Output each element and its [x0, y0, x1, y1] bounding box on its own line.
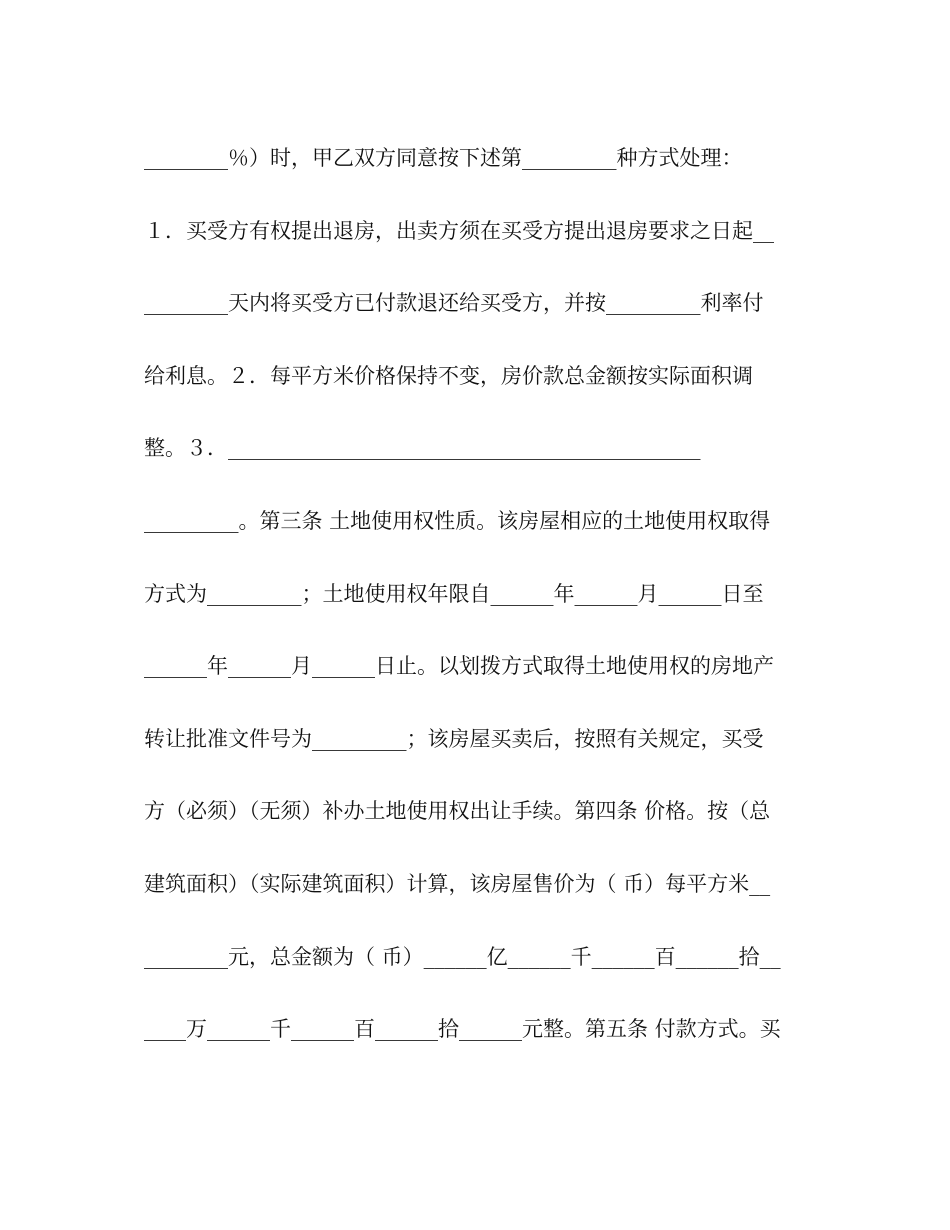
text-line-9: 转让批准文件号为_________；该房屋买卖后，按照有关规定，买受	[144, 726, 764, 751]
text-line-7: 方式为_________；土地使用权年限自______年______月______日至	[144, 581, 764, 606]
text-line-10: 方（必须）（无须）补办土地使用权出让手续。第四条 价格。按（总	[144, 799, 771, 824]
text-line-11: 建筑面积）（实际建筑面积）计算，该房屋售价为（ 币）每平方米__	[144, 871, 771, 896]
text-line-6: _________。第三条 土地使用权性质。该房屋相应的土地使用权取得	[144, 508, 771, 533]
text-line-1: ________％）时，甲乙双方同意按下述第_________种方式处理：	[144, 146, 743, 170]
text-line-5: 整。３．_____________________________________________	[144, 436, 701, 461]
text-line-13: ____万______千______百______拾______元整。第五条 付款方式。买	[144, 1017, 781, 1042]
text-line-4: 给利息。２．每平方米价格保持不变，房价款总金额按实际面积调	[144, 363, 753, 388]
text-line-2: １．买受方有权提出退房，出卖方须在买受方提出退房要求之日起__	[144, 218, 774, 243]
contract-body-text	[144, 140, 804, 1084]
text-line-12: ________元，总金额为（ 币）______亿______千______百______拾__	[144, 944, 781, 969]
text-line-3: ________天内将买受方已付款退还给买受方，并按_________利率付	[144, 291, 764, 316]
text-line-8: ______年______月______日止。以划拨方式取得土地使用权的房地产	[144, 654, 774, 679]
